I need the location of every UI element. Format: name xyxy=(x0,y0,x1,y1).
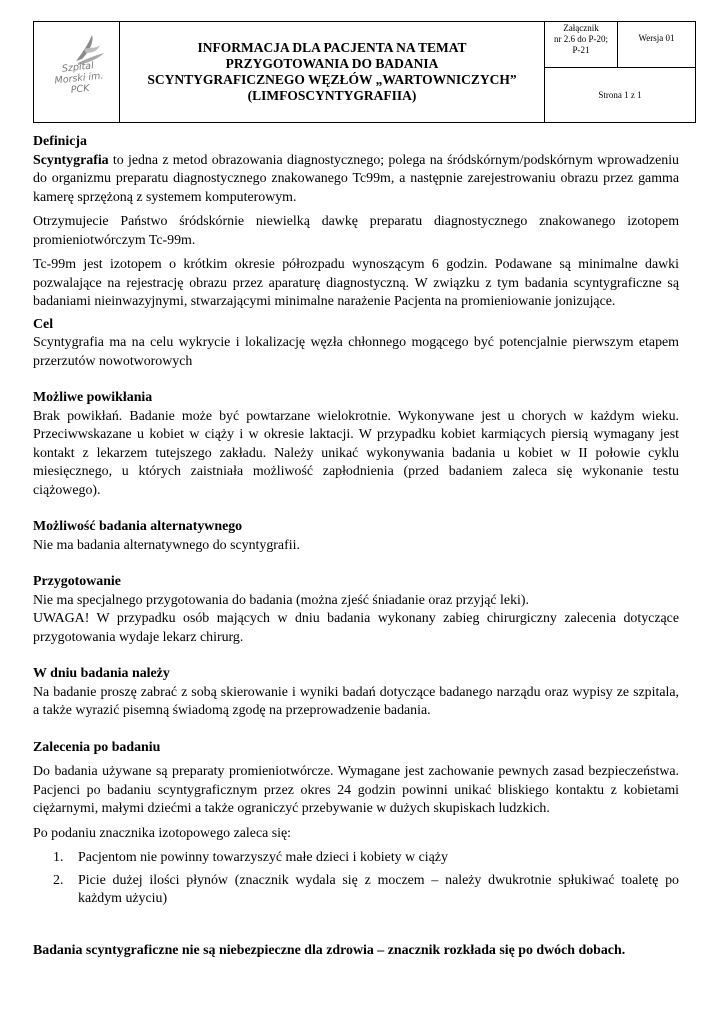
recommendation-list xyxy=(33,849,679,909)
paragraph: Tc-99m jest izotopem o krótkim okresie półrozpadu wynoszącym 6 godzin. Podawane są minimalne dawki pozwalające na rejestrację obrazu przez aparaturę diagnostyczną. W związku z tym badania scyntygraficzne są badaniami nieinwazyjnymi, stwarzającymi minimalne narażenie Pacjenta na promieniowanie jonizujące. xyxy=(33,257,679,309)
paragraph: UWAGA! W przypadku osób mających w dniu badania wykonany zabieg chirurgiczny zalecenia dotyczące przygotowania wydaje lekarz chirurg. xyxy=(33,611,679,645)
section-heading: Możliwość badania alternatywnego xyxy=(33,519,243,534)
paragraph: Na badanie proszę zabrać z sobą skierowanie i wyniki badań dotyczące badanego narządu oraz wypisy ze szpitala, a także wyrazić pisemną świadomą zgodę na przeprowadzenie badania. xyxy=(33,684,679,718)
paragraph: Scyntygrafia ma na celu wykrycie i lokalizację węzła chłonnego mogącego być potencjalnie pierwszym etapem przerzutów nowotworowych xyxy=(33,335,679,369)
term: Scyntygrafia xyxy=(33,152,109,168)
page-number: Strona 1 z 1 xyxy=(598,90,642,100)
paragraph: Scyntygrafia to jedna z metod obrazowania diagnostycznego; polega na śródskórnym/podskórnym wprowadzeniu do organizmu preparatu diagnostycznego znakowanego Tc99m, a następnie zarejestrowaniu obrazu przez gamma kamerę sprzężoną z systemem komputerowym. xyxy=(33,152,679,205)
logo-cell xyxy=(34,22,120,122)
closing-statement: Badania scyntygraficzne nie są niebezpieczne dla zdrowia – znacznik rozkłada się po dwóch dobach. xyxy=(33,942,626,958)
paragraph: Do badania używane są preparaty promieniotwórcze. Wymagane jest zachowanie pewnych zasad bezpieczeństwa. Pacjenci po badaniu scyntygraficznym przez okres 24 godzin powinni unikać bliskiego kontaktu z kobietami ciężarnymi, małymi dziećmi a także ograniczyć przebywanie w dużych skupiskach ludzkich. xyxy=(33,764,679,816)
attachment-number: Załącznik nr 2.6 do P-20; P-21 xyxy=(545,22,618,68)
paragraph: Nie ma specjalnego przygotowania do badania (można zjeść śniadanie oraz przyjąć leki). xyxy=(33,592,529,608)
paragraph: Nie ma badania alternatywnego do scyntygrafii. xyxy=(33,537,300,553)
version-label: Wersja 01 xyxy=(618,22,695,68)
paragraph: Otrzymujecie Państwo śródskórnie niewielką dawkę preparatu diagnostycznego znakowanego izotopem promieniotwórczym Tc-99m. xyxy=(33,214,679,248)
section-heading: Definicja xyxy=(33,134,88,149)
section-heading: Cel xyxy=(33,316,54,332)
list-item: 2. Picie dużej ilości płynów (znacznik wydala się z moczem – należy dwukrotnie spłukiwać toaletę po każdym użyciu) xyxy=(53,872,679,906)
document-title: INFORMACJA DLA PACJENTA NA TEMAT PRZYGOTOWANIA DO BADANIA SCYNTYGRAFICZNEGO WĘZŁÓW „WARTOWNICZYCH” (LIMFOSCYNTYGRAFIIA) xyxy=(120,22,545,122)
section-heading: Możliwe powikłania xyxy=(33,390,153,405)
logo-text: Szpital Morski im. PCK xyxy=(54,60,104,96)
header-table xyxy=(33,21,696,123)
list-item: 1. Pacjentom nie powinny towarzyszyć małe dzieci i kobiety w ciąży xyxy=(53,850,448,865)
section-heading: Zalecenia po badaniu xyxy=(33,739,161,755)
paragraph: Brak powikłań. Badanie może być powtarzane wielokrotnie. Wykonywane jest u chorych w każdym wieku. Przeciwwskazane u kobiet w ciąży i w okresie laktacji. W przypadku kobiet karmiących piersią wymagany jest kontakt z lekarzem tutejszego zakładu. Należy unikać wykonywania badania u kobiet w II połowie cyklu miesięcznego, u których zaistniała możliwość zapłodnienia (przed badaniem zaleca się wykonanie testu ciążowego). xyxy=(33,408,679,498)
section-heading: Przygotowanie xyxy=(33,574,121,589)
section-heading: W dniu badania należy xyxy=(33,666,170,681)
paragraph: Po podaniu znacznika izotopowego zaleca się: xyxy=(33,825,292,841)
document-body xyxy=(33,133,679,960)
